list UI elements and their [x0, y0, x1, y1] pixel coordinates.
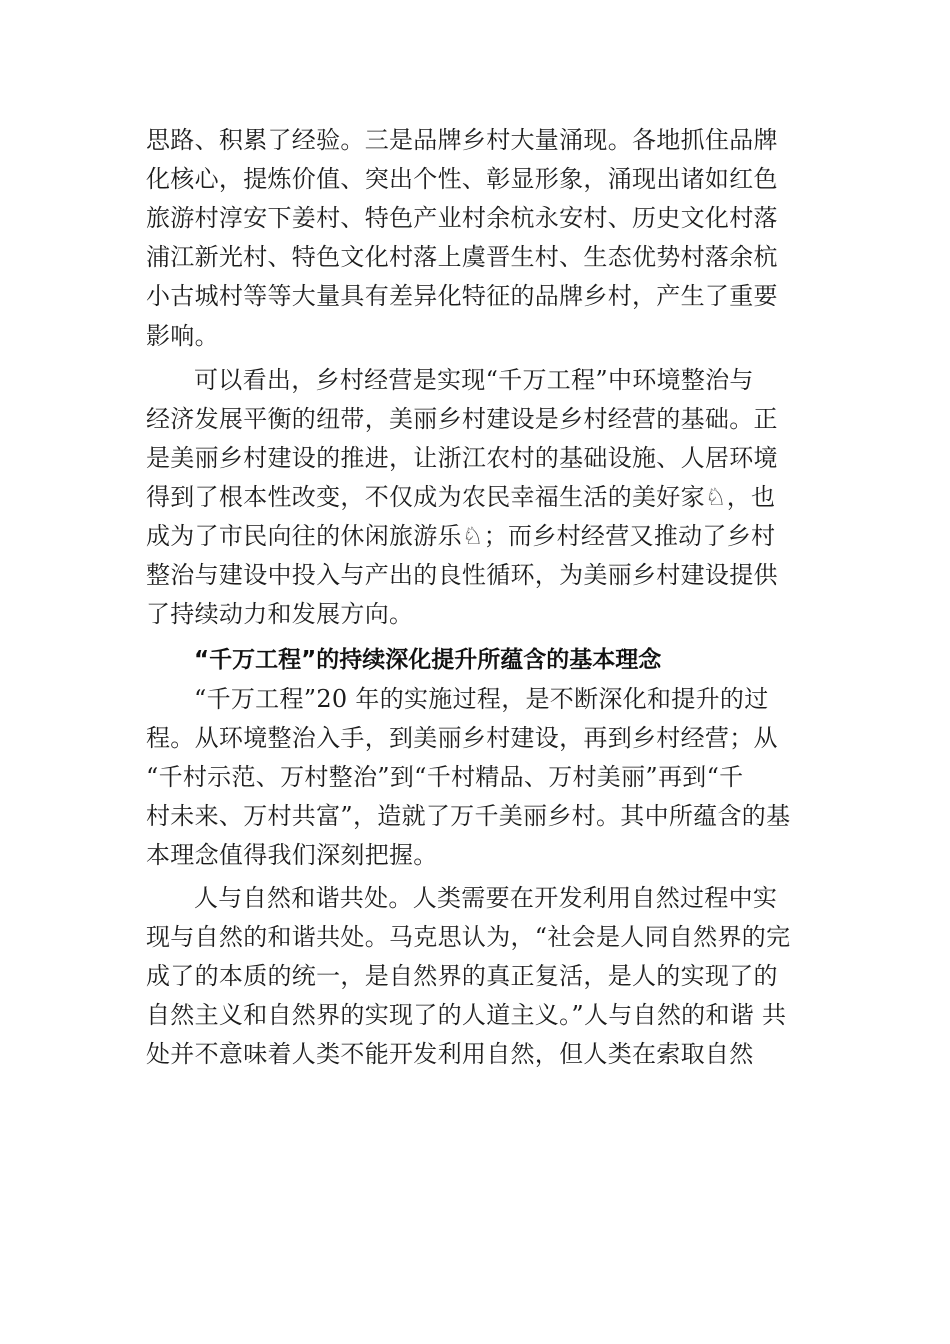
- text-line: 村未来、万村共富”，造就了万千美丽乡村。其中所蕴含的基: [146, 802, 791, 830]
- text-line: 整治与建设中投入与产出的良性循环，为美丽乡村建设提供: [146, 561, 778, 589]
- text-line: 处并不意味着人类不能开发利用自然，但人类在索取自然: [146, 1040, 754, 1068]
- text-line: 是美丽乡村建设的推进，让浙江农村的基础设施、人居环境: [146, 444, 778, 472]
- text-line: 本理念值得我们深刻把握。: [146, 841, 438, 869]
- text-line: “千万工程”20 年的实施过程，是不断深化和提升的过: [194, 685, 769, 713]
- text-line: 旅游村淳安下姜村、特色产业村余杭永安村、历史文化村落: [146, 204, 778, 232]
- text-line: 了持续动力和发展方向。: [146, 600, 414, 628]
- text-line: 化核心，提炼价值、突出个性、彰显形象，涌现出诸如红色: [146, 165, 778, 193]
- text-line: 人与自然和谐共处。人类需要在开发利用自然过程中实: [194, 884, 778, 912]
- text-line: 程。从环境整治入手，到美丽乡村建设，再到乡村经营；从: [146, 724, 778, 752]
- text-line: 影响。: [146, 322, 219, 350]
- section-heading: “千万工程”的持续深化提升所蕴含的基本理念: [194, 647, 662, 673]
- text-line: 可以看出，乡村经营是实现“千万工程”中环境整治与: [194, 366, 754, 394]
- text-line: 成了的本质的统一，是自然界的真正复活，是人的实现了的: [146, 962, 778, 990]
- text-line: 浦江新光村、特色文化村落上虞晋生村、生态优势村落余杭: [146, 243, 778, 271]
- text-line: 现与自然的和谐共处。马克思认为，“社会是人同自然界的完: [146, 923, 791, 951]
- text-line: 思路、积累了经验。三是品牌乡村大量涌现。各地抓住品牌: [146, 126, 778, 154]
- text-line: 成为了市民向往的休闲旅游乐♘；而乡村经营又推动了乡村: [146, 522, 776, 550]
- text-line: 自然主义和自然界的实现了的人道主义。”人与自然的和谐 共: [146, 1001, 787, 1029]
- text-line: 小古城村等等大量具有差异化特征的品牌乡村，产生了重要: [146, 282, 778, 310]
- text-line: “千村示范、万村整治”到“千村精品、万村美丽”再到“千: [146, 763, 744, 791]
- text-line: 得到了根本性改变，不仅成为农民幸福生活的美好家♘，也: [146, 483, 776, 511]
- text-line: 经济发展平衡的纽带，美丽乡村建设是乡村经营的基础。正: [146, 405, 778, 433]
